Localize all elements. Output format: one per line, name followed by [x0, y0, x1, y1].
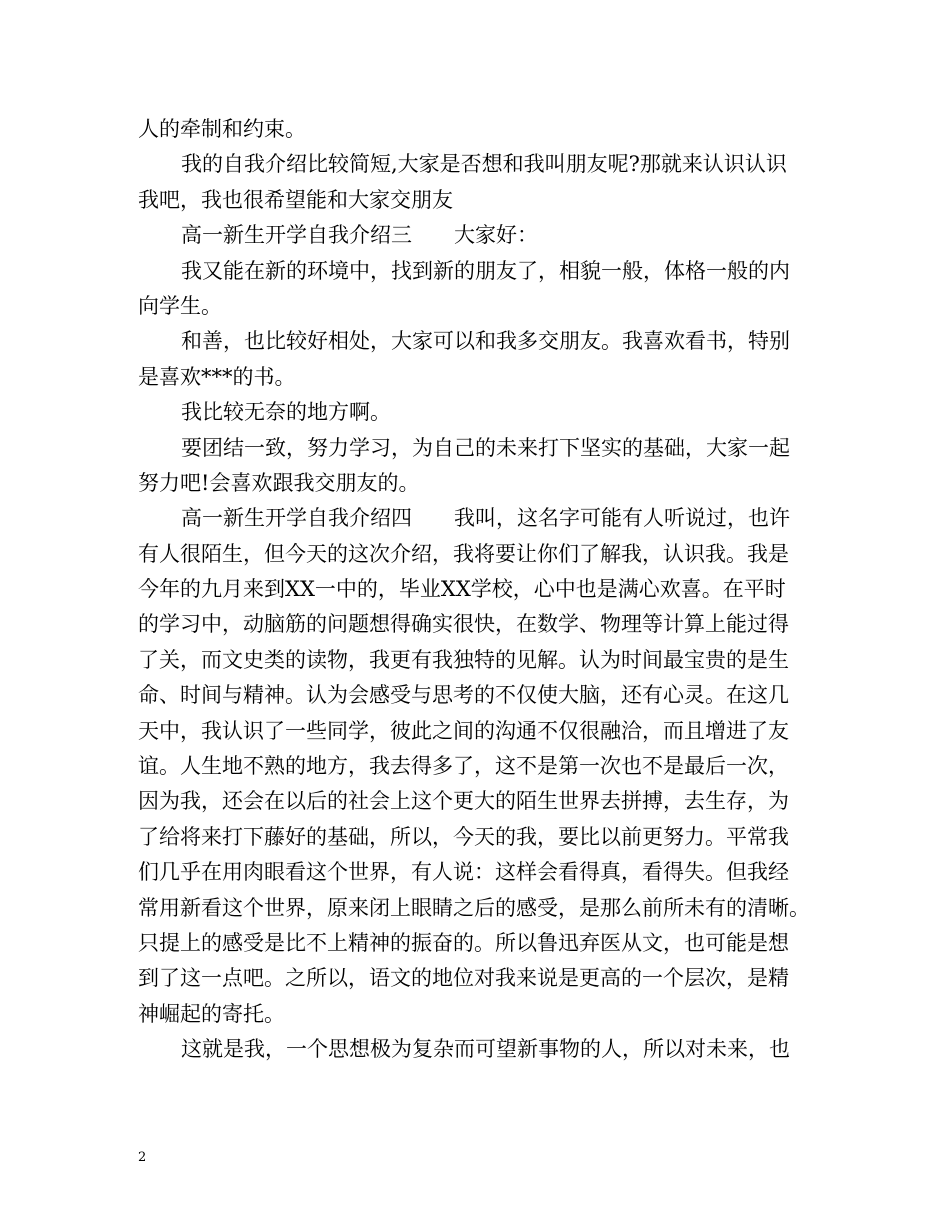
- text-line: 神崛起的寄托。: [138, 1001, 285, 1026]
- text-line: 是喜欢***的书。: [138, 364, 296, 389]
- text-line: 了关，而文史类的读物，我更有我独特的见解。认为时间最宝贵的是生: [138, 647, 789, 672]
- section-heading-line: 高一新生开学自我介绍四 我叫，这名字可能有人听说过，也许: [181, 506, 790, 531]
- text-line: 人的牵制和约束。: [138, 117, 306, 141]
- text-line: 这就是我，一个思想极为复杂而可望新事物的人，所以对未来，也: [181, 1037, 790, 1062]
- text-line: 命、时间与精神。认为会感受与思考的不仅使大脑，还有心灵。在这几: [138, 683, 789, 708]
- section-heading-line: 高一新生开学自我介绍三 大家好：: [181, 223, 538, 248]
- text-line: 谊。人生地不熟的地方，我去得多了，这不是第一次也不是最后一次，: [138, 754, 789, 779]
- text-line: 们几乎在用肉眼看这个世界，有人说：这样会看得真，看得失。但我经: [138, 860, 789, 885]
- text-line: 要团结一致，努力学习，为自己的未来打下坚实的基础，大家一起: [181, 435, 790, 460]
- text-line: 和善，也比较好相处，大家可以和我多交朋友。我喜欢看书，特别: [181, 329, 790, 354]
- text-line: 向学生。: [138, 293, 222, 318]
- text-line: 我比较无奈的地方啊。: [181, 400, 391, 425]
- text-line: 了给将来打下藤好的基础，所以，今天的我，要比以前更努力。平常我: [138, 824, 789, 849]
- text-line: 今年的九月来到XX一中的，毕业XX学校，心中也是满心欢喜。在平时: [138, 577, 786, 602]
- text-line: 我吧，我也很希望能和大家交朋友: [138, 187, 453, 212]
- text-line: 只提上的感受是比不上精神的振奋的。所以鲁迅弃医从文，也可能是想: [138, 930, 789, 955]
- page-number: 2: [138, 1150, 147, 1165]
- text-line: 努力吧!会喜欢跟我交朋友的。: [138, 470, 420, 495]
- text-line: 天中，我认识了一些同学，彼此之间的沟通不仅很融洽，而且增进了友: [138, 718, 789, 743]
- text-line: 常用新看这个世界，原来闭上眼睛之后的感受，是那么前所未有的清晰。: [138, 895, 810, 920]
- text-line: 我又能在新的环境中，找到新的朋友了，相貌一般，体格一般的内: [181, 258, 790, 283]
- text-line: 的学习中，动脑筋的问题想得确实很快，在数学、物理等计算上能过得: [138, 612, 789, 637]
- text-line: 有人很陌生，但今天的这次介绍，我将要让你们了解我，认识我。我是: [138, 541, 789, 566]
- text-line: 我的自我介绍比较简短,大家是否想和我叫朋友呢?那就来认识认识: [181, 152, 787, 177]
- text-line: 到了这一点吧。之所以，语文的地位对我来说是更高的一个层次，是精: [138, 966, 789, 991]
- document-body: [138, 112, 818, 1068]
- text-line: 因为我，还会在以后的社会上这个更大的陌生世界去拼搏，去生存，为: [138, 789, 789, 814]
